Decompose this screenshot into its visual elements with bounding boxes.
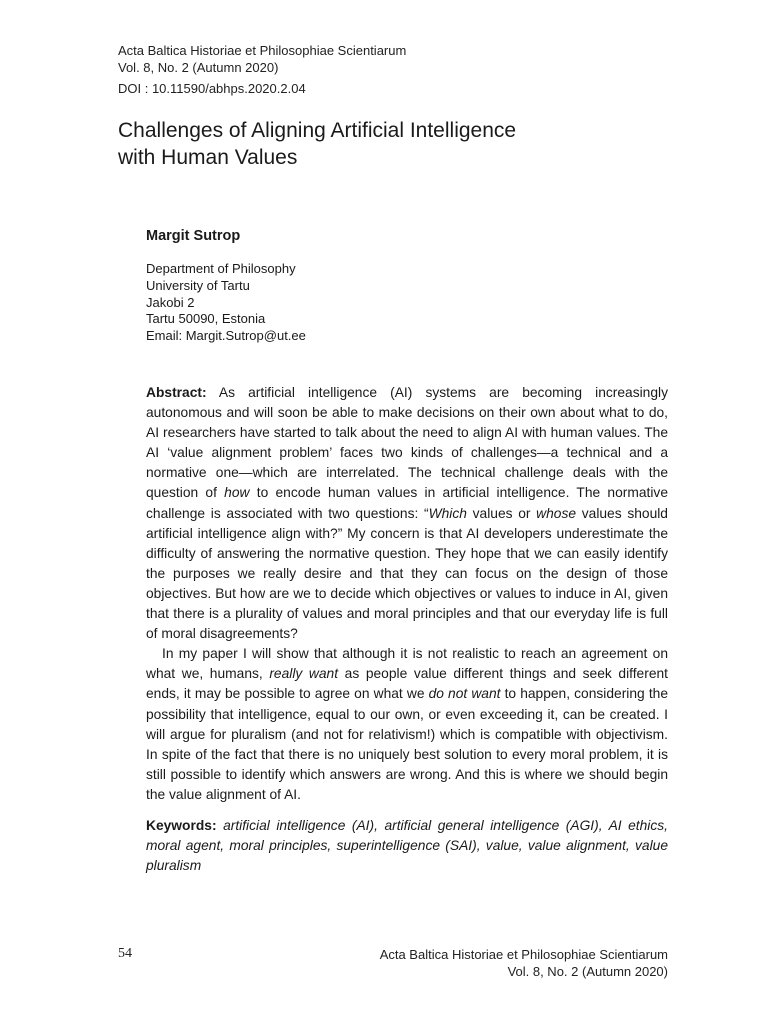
keywords-label: Keywords: [146,817,217,833]
affiliation-city: Tartu 50090, Estonia [146,311,266,327]
page-number: 54 [118,946,132,961]
journal-volume: Vol. 8, No. 2 (Autumn 2020) [118,60,279,75]
paragraph2-text-3: to happen, considering the possibility that intelligence, equal to our own, or even exceeding it, can be created. I will argue for pluralism (and not for relativism!) which is compatible with objectivism. In spite of the fact that there is no uniquely best solution to every moral problem, it is still possible to identify which answers are wrong. And this is where we should begin the value alignment of AI. [146,686,669,802]
paragraph2-text-1: In my paper I will show that although it is not realistic to reach an agreement on what we, humans, [146,646,668,682]
keywords-text: artificial intelligence (AI), artificial general intelligence (AGI), AI ethics, moral agent, moral principles, superintelligence (SAI), value, value alignment, value pluralism [146,817,668,874]
affiliation-street: Jakobi 2 [146,294,195,310]
keywords-paragraph [146,816,668,876]
title-line-1: Challenges of Aligning Artificial Intelligence [118,119,517,142]
author-block [146,228,676,345]
footer-journal-name: Acta Baltica Historiae et Philosophiae Scientiarum [379,947,668,962]
affiliation-email: Email: Margit.Sutrop@ut.ee [146,328,306,344]
abstract-paragraph [146,383,668,644]
affiliation-department: Department of Philosophy [146,261,296,276]
doi: DOI : 10.11590/abhps.2020.2.04 [118,81,306,96]
paragraph2-emphasis-really-want: really want [269,666,339,682]
abstract-emphasis-whose: whose [536,505,577,521]
journal-header [118,42,406,97]
second-paragraph [146,644,668,805]
footer-journal-volume: Vol. 8, No. 2 (Autumn 2020) [507,964,668,979]
abstract-text-1: As artificial intelligence (AI) systems are becoming increasingly autonomous and will soon be able to make decisions on their own about what to do, AI researchers have started to talk about the need to align AI with human values. The AI ‘value alignment problem’ faces two kinds of challenges—a technical and a normative one—which are interrelated. The technical challenge deals with the question of [146,385,668,501]
paragraph2-text-2: as people value different things and seek different ends, it may be possible to agree on what we [146,666,668,702]
journal-name: Acta Baltica Historiae et Philosophiae Scientiarum [118,43,407,58]
abstract-text-2: to encode human values in artificial intelligence. The normative challenge is associated with two questions: “ [146,485,669,521]
footer-journal [380,946,668,980]
abstract-text-3: values or [466,505,537,521]
title-line-2: with Human Values [118,146,298,169]
article-title [118,117,678,171]
paragraph2-emphasis-do-not-want: do not want [428,686,501,702]
abstract-label: Abstract: [146,385,207,400]
author-name: Margit Sutrop [146,228,241,244]
abstract-emphasis-how: how [224,485,250,501]
abstract-text-4: values should artificial intelligence align with?” My concern is that AI developers underestimate the difficulty of answering the normative question. They hope that we can easily identify the purposes we really desire and that they can focus on the design of those objectives. But how are we to decide which objectives or values to induce in AI, given that there is a plurality of values and moral principles and that our everyday life is full of moral disagreements? [146,505,668,642]
article-body [146,383,668,876]
author-affiliation [146,261,676,345]
affiliation-university: University of Tartu [146,277,250,293]
abstract-emphasis-which: Which [428,505,467,521]
